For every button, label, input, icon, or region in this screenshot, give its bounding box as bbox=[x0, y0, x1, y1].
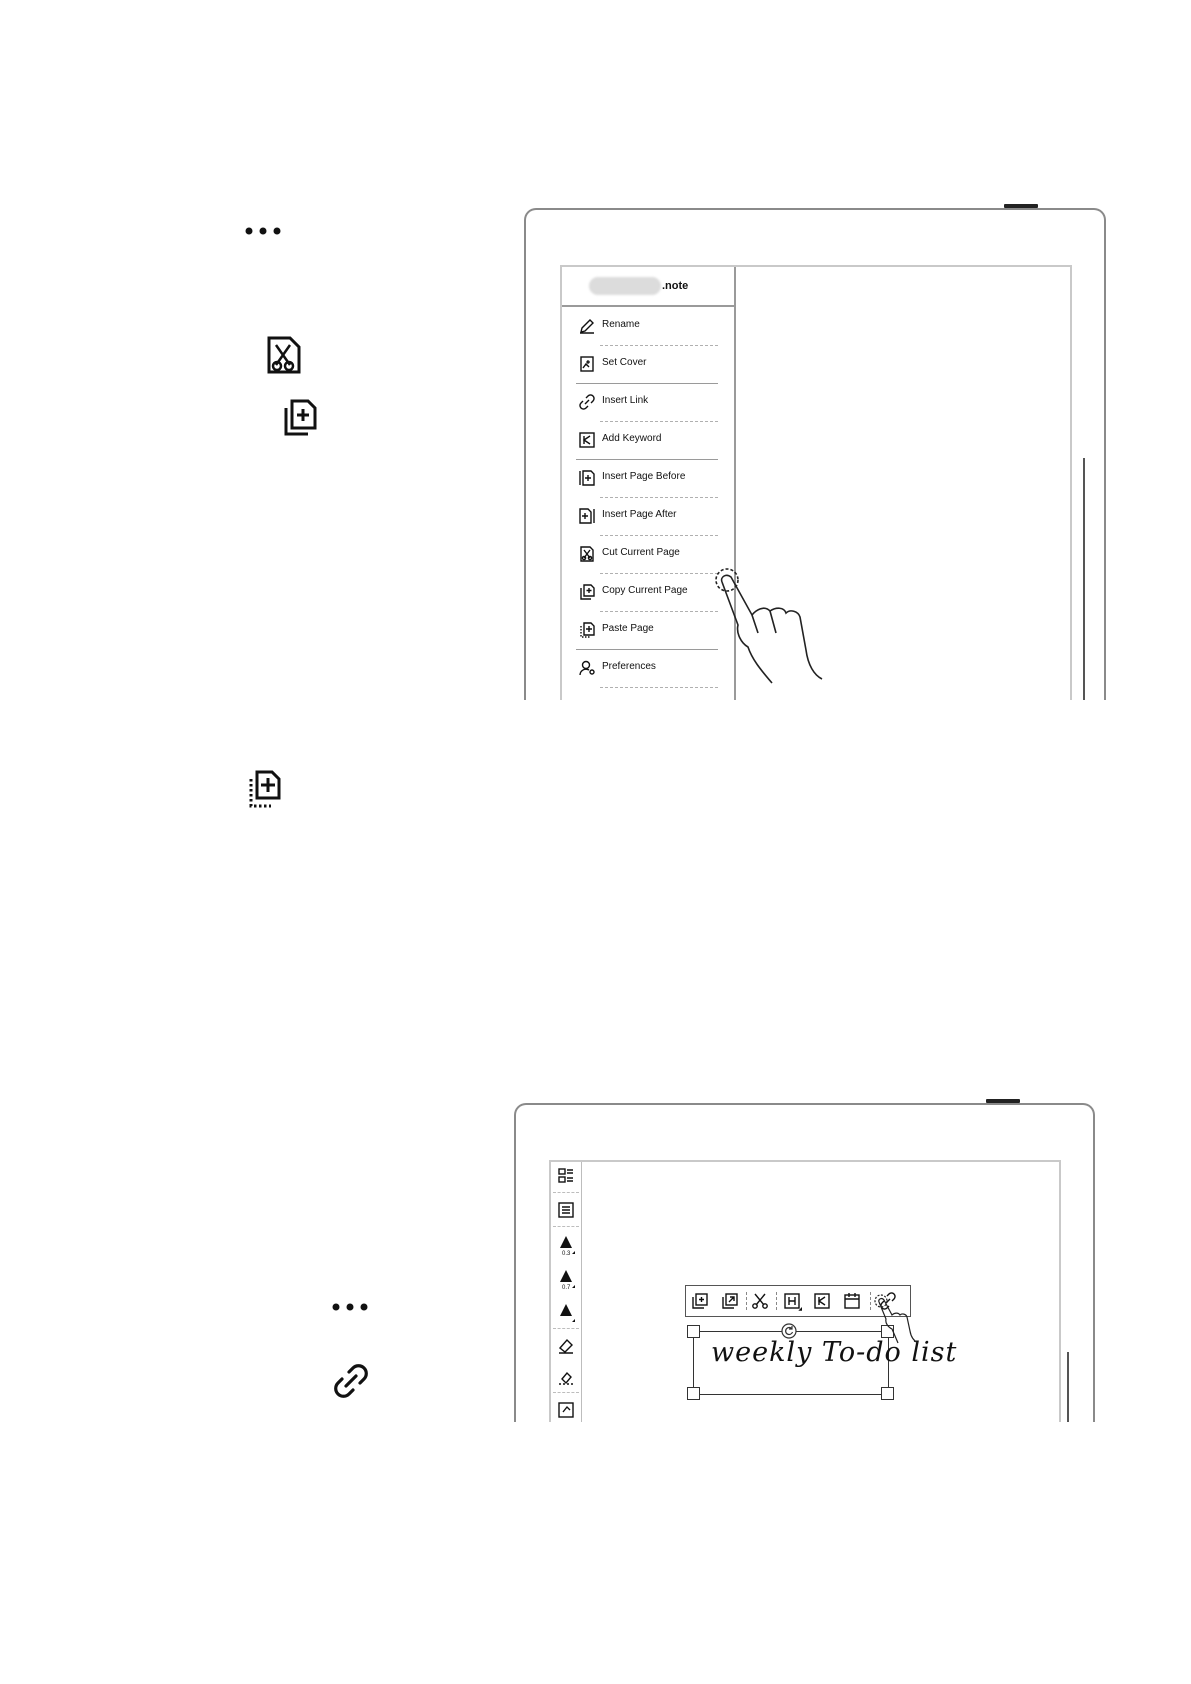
menu-item-insert-page-after[interactable] bbox=[576, 497, 726, 535]
link-icon bbox=[333, 1363, 369, 1399]
scrollbar[interactable] bbox=[1067, 1352, 1069, 1422]
more-horizontal-icon bbox=[330, 1301, 370, 1313]
file-name-redacted bbox=[589, 277, 661, 295]
menu-header bbox=[562, 267, 734, 307]
copy-page-icon bbox=[282, 398, 318, 436]
menu-item-insert-link[interactable] bbox=[576, 383, 726, 421]
toolbar-divider bbox=[553, 1192, 579, 1193]
scrollbar[interactable] bbox=[1083, 458, 1085, 700]
toolbar-divider bbox=[553, 1328, 579, 1329]
resize-handle[interactable] bbox=[881, 1387, 894, 1400]
cut-page-icon bbox=[266, 335, 302, 375]
toolbar-layout-icon[interactable] bbox=[556, 1166, 576, 1186]
power-button bbox=[1004, 204, 1038, 208]
menu-item-label: Preferences bbox=[602, 661, 656, 672]
menu-item-label: Insert Link bbox=[602, 395, 649, 406]
menu-item-rename[interactable] bbox=[576, 307, 726, 345]
resize-handle[interactable] bbox=[687, 1325, 700, 1338]
menu-item-insert-page-before[interactable] bbox=[576, 459, 726, 497]
calendar-icon[interactable] bbox=[842, 1291, 862, 1311]
more-horizontal-icon bbox=[243, 225, 283, 237]
lasso-eraser-icon[interactable] bbox=[556, 1368, 576, 1388]
side-toolbar bbox=[551, 1162, 582, 1422]
paste-icon[interactable] bbox=[720, 1291, 740, 1311]
power-button bbox=[986, 1099, 1020, 1103]
heading-icon[interactable] bbox=[782, 1291, 802, 1311]
screen bbox=[549, 1160, 1061, 1422]
device-frame-menu bbox=[524, 208, 1106, 700]
menu-item-label: Rename bbox=[602, 319, 640, 330]
menu-item-set-cover[interactable] bbox=[576, 345, 726, 383]
menu-item-label: Insert Page After bbox=[602, 509, 677, 520]
cover-icon bbox=[578, 355, 596, 373]
pen-size-icon[interactable] bbox=[556, 1302, 576, 1322]
menu-item-label: Insert Page Before bbox=[602, 471, 686, 482]
eraser-icon[interactable] bbox=[556, 1336, 576, 1356]
menu-item-label: Cut Current Page bbox=[602, 547, 680, 558]
resize-handle[interactable] bbox=[687, 1387, 700, 1400]
toolbar-divider bbox=[870, 1292, 871, 1310]
copy-icon[interactable] bbox=[690, 1291, 710, 1311]
handwritten-text: weekly To-do list bbox=[711, 1337, 958, 1368]
link-icon bbox=[578, 393, 596, 411]
cut-icon[interactable] bbox=[750, 1291, 770, 1311]
menu-item-label: Add Keyword bbox=[602, 433, 662, 444]
menu-item-add-keyword[interactable] bbox=[576, 421, 726, 459]
keyword-icon bbox=[578, 431, 596, 449]
toolbar-divider bbox=[553, 1226, 579, 1227]
pen-icon bbox=[578, 317, 596, 335]
lasso-icon[interactable] bbox=[556, 1400, 576, 1420]
toolbar-divider bbox=[553, 1392, 579, 1393]
toolbar-list-icon[interactable] bbox=[556, 1200, 576, 1220]
paste-page-icon bbox=[247, 770, 283, 808]
preferences-icon bbox=[578, 659, 596, 677]
device-frame-lasso bbox=[514, 1103, 1095, 1422]
insert-after-icon bbox=[578, 507, 596, 525]
file-extension: .note bbox=[662, 280, 689, 292]
toolbar-divider bbox=[746, 1292, 747, 1310]
paste-page-icon bbox=[578, 621, 596, 639]
pen-size-label: 0.7 bbox=[562, 1285, 571, 1291]
menu-item-label: Copy Current Page bbox=[602, 585, 688, 596]
menu-item-label: Set Cover bbox=[602, 357, 647, 368]
pen-size-label: 0.3 bbox=[562, 1251, 571, 1257]
keyword-icon[interactable] bbox=[812, 1291, 832, 1311]
insert-before-icon bbox=[578, 469, 596, 487]
hand-pointer-illustration bbox=[686, 555, 836, 700]
menu-item-label: Paste Page bbox=[602, 623, 654, 634]
copy-page-icon bbox=[578, 583, 596, 601]
toolbar-divider bbox=[776, 1292, 777, 1310]
hand-pointer-illustration bbox=[874, 1293, 924, 1353]
cut-page-icon bbox=[578, 545, 596, 563]
